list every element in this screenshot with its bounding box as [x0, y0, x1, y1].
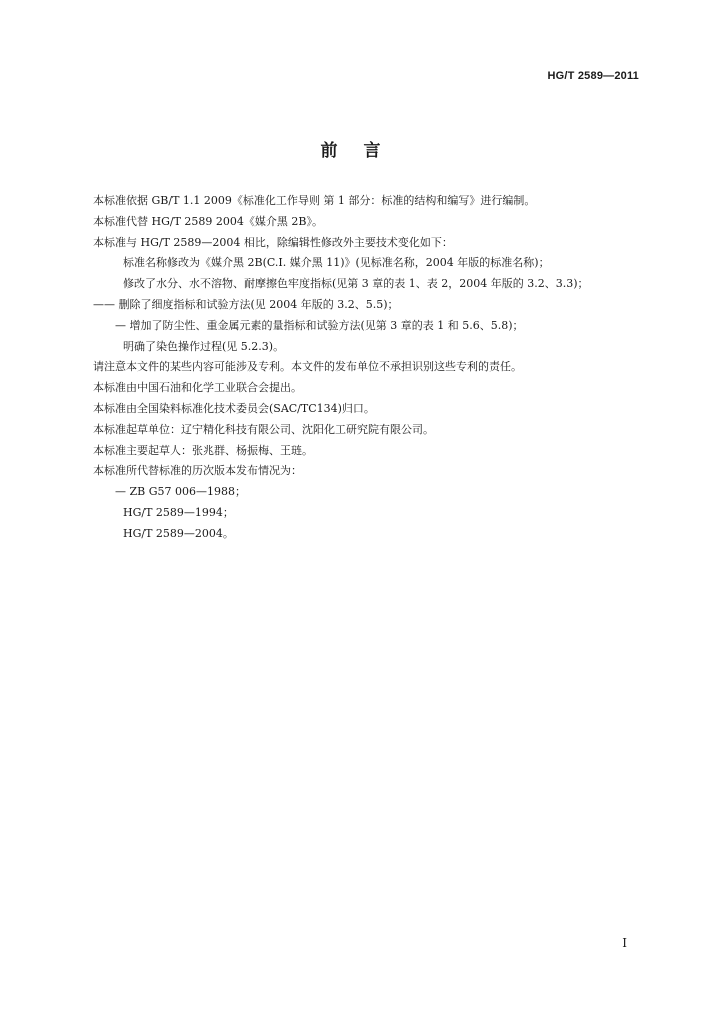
- paragraph-proposed-by: 本标准由中国石油和化学工业联合会提出。: [93, 381, 302, 395]
- paragraph-drafters: 本标准主要起草人：张兆群、杨振梅、王琏。: [93, 443, 313, 457]
- paragraph-history-intro: 本标准所代替标准的历次版本发布情况为：: [93, 464, 302, 478]
- document-code: HG/T 2589—2011: [547, 70, 639, 82]
- paragraph-drafting-units: 本标准起草单位：辽宁精化科技有限公司、沈阳化工研究院有限公司。: [93, 422, 434, 436]
- history-item-1988: — ZB G57 006—1988；: [115, 485, 246, 499]
- change-item-dyeing: 明确了染色操作过程(见 5.2.3)。: [123, 339, 285, 353]
- paragraph-changes-intro: 本标准与 HG/T 2589—2004 相比，除编辑性修改外主要技术变化如下：: [93, 235, 453, 249]
- history-item-2004: HG/T 2589—2004。: [123, 526, 234, 540]
- change-item-dust: — 增加了防尘性、重金属元素的量指标和试验方法(见第 3 章的表 1 和 5.6、5.8)；: [115, 318, 524, 332]
- page-title: 前言: [320, 141, 407, 161]
- paragraph-under-jurisdiction: 本标准由全国染料标准化技术委员会(SAC/TC134)归口。: [93, 401, 375, 415]
- change-item-moisture: 修改了水分、水不溶物、耐摩擦色牢度指标(见第 3 章的表 1、表 2，2004 年版的 3.2、3.3)；: [123, 277, 589, 291]
- paragraph-patent: 请注意本文件的某些内容可能涉及专利。本文件的发布单位不承担识别这些专利的责任。: [93, 360, 522, 374]
- paragraph-basis: 本标准依据 GB/T 1.1 2009《标准化工作导则 第 1 部分：标准的结构和编写》进行编制。: [93, 194, 536, 207]
- change-item-fineness: —— 删除了细度指标和试验方法(见 2004 年版的 3.2、5.5)；: [93, 297, 399, 311]
- page-number: I: [622, 936, 627, 950]
- foreword-body: [93, 191, 653, 545]
- history-item-1994: HG/T 2589—1994；: [123, 505, 234, 519]
- paragraph-replaces: 本标准代替 HG/T 2589 2004《媒介黑 2B》。: [93, 214, 323, 228]
- change-item-name: 标准名称修改为《媒介黑 2B(C.I. 媒介黑 11)》(见标准名称，2004 年版的标准名称)；: [123, 256, 550, 270]
